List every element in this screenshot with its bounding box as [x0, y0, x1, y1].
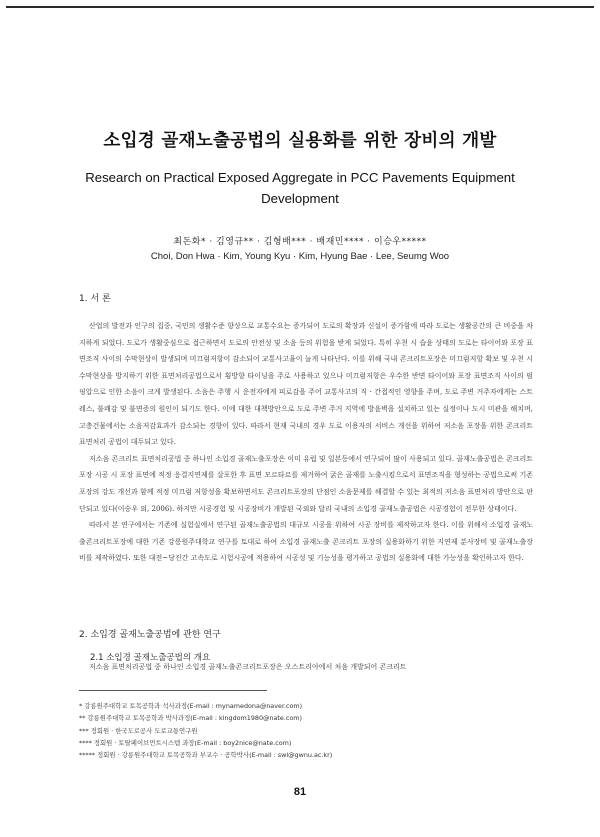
section-2-1-body [79, 659, 533, 676]
authors-korean: 최돈화* · 김영규** · 김형배*** · 배재민**** · 이승우***** [173, 237, 427, 247]
page-number: 81 [293, 786, 307, 798]
authors-english: Choi, Don Hwa · Kim, Young Kyu · Kim, Hyung Bae · Lee, Seumg Woo [150, 251, 450, 262]
section-1-heading: 1. 서 론 [79, 294, 111, 304]
top-rule [6, 6, 594, 8]
footnote-5: ***** 정회원 · 강릉원주대학교 토목공학과 부교수 · 공학박사(E-mail : swl@gwnu.ac.kr) [79, 751, 333, 760]
footnote-2: ** 강릉원주대학교 토목공학과 박사과정(E-mail : kingdom1980@nate.com) [79, 714, 303, 723]
paper-title-english: Research on Practical Exposed Aggregate in PCC Pavements Equipment Development [85, 170, 515, 206]
intro-paragraph-2: 저소음 콘크리트 표면처리공법 중 하나인 소입경 골재노출포장은 이미 유럽 및 일본등에서 연구되어 많이 사용되고 있다. 골재노출공법은 콘크리트포장 시공 시 포장 표면에 적정 응결지연제를 살포한 후 표면 모르타르를 제거하여 굵은 골재를 노출시킴으로서 표면조직을 형성하는 공법으로써 기존 포장의 강도 개선과 함께 적정 미끄럼 저항성을 확보하면서도 콘크리트포장의 단점인 소음문제를 해결할 수 있는 최적의 저소음 표면처리 방안으로 판단되고 있다(이승우 외, 2006). 하지만 시공경험 및 시공장비가 개발된 국외와 달리 국내의 소입경 골재노출공법은 시공경험이 전무한 상태이다. [79, 454, 533, 513]
footnote-3: *** 정회원 · 한국도로공사 도로교통연구원 [79, 726, 198, 735]
footnote-4: **** 정회원 · 토탈페이브먼트시스템 과장(E-mail : boy2nice@nate.com) [79, 738, 292, 747]
footnotes [79, 700, 332, 761]
section-2-1-paragraph: 저소음 표면처리공법 중 하나인 소입경 골재노출콘크리트포장은 오스트리아에서 처음 개발되어 콘크리트 [89, 663, 407, 671]
section-2-1-heading: 2.1 소입경 골재노출공법의 개요 [90, 653, 211, 663]
paper-title-korean: 소입경 골재노출공법의 실용화를 위한 장비의 개발 [103, 131, 497, 151]
footnote-1: * 강릉원주대학교 토목공학과 석사과정(E-mail : mynamedona@naver.com) [79, 702, 303, 710]
section-2-heading: 2. 소입경 골재노출공법에 관한 연구 [79, 630, 221, 640]
intro-paragraph-3: 따라서 본 연구에서는 기존에 실험실에서 연구된 골재노출공법의 대규모 시공을 위하여 시공 장비를 제작하고자 한다. 이를 위해서 소입경 골재노출콘크리트포장에 대한 기존 강릉원주대학교 연구를 토대로 하여 소입경 골재노출 콘크리트 포장의 실용화하기 위한 지연제 분사장비 및 골재노출장비를 제작하였다. 또한 대전~당진간 고속도로 시험시공에 적용하여 시공성 및 기능성을 평가하고 공법의 실용화에 대한 가능성을 확인하고자 한다. [79, 521, 533, 563]
intro-paragraph-1: 산업의 발전과 인구의 집중, 국민의 생활수준 향상으로 교통수요는 증가되어 도로의 확장과 신설이 증가함에 따라 도로는 생활공간의 큰 비중을 차지하게 되었다. 도로가 생활중심으로 접근하면서 도로의 안전성 및 소음 등의 위험을 받게 되었다. 특히 우천 시 습윤 상태의 도로는 타이어와 포장 표면조직 사이의 수막현상이 발생되며 미끄럼저항이 감소되어 교통사고율이 늘게 나타난다. 이를 위해 국내 콘크리트포장은 미끄럼저항 확보 및 우천 시 수막현상을 방지하기 위한 표면처리공법으로서 횡방향 타이닝을 주로 사용하고 있으나 미끄럼저항은 우수한 반면 타이어와 포장 표면조직 사이의 펌핑압으로 인한 소음이 크게 발생된다. 소음은 주행 시 운전자에게 피로감을 주어 교통사고의 직 · 간접적인 영향을 주며, 도로 주변 거주자에게는 스트레스, 불쾌감 및 불면증의 원인이 되기도 한다. 이에 대한 대책방안으로 도로 주변 주거 지역에 방음벽을 설치하고 있는 실정이나 도시 미관을 해치며, 고층건물에서는 소음저감효과가 감소되는 경향이 있다. 따라서 현재 국내의 경우 도로 이용자의 서비스 개선을 위하여 저소음 포장을 위한 콘크리트 표면처리 공법이 대두되고 있다. [79, 322, 533, 447]
introduction-body [79, 318, 533, 567]
footnote-rule [79, 690, 267, 691]
